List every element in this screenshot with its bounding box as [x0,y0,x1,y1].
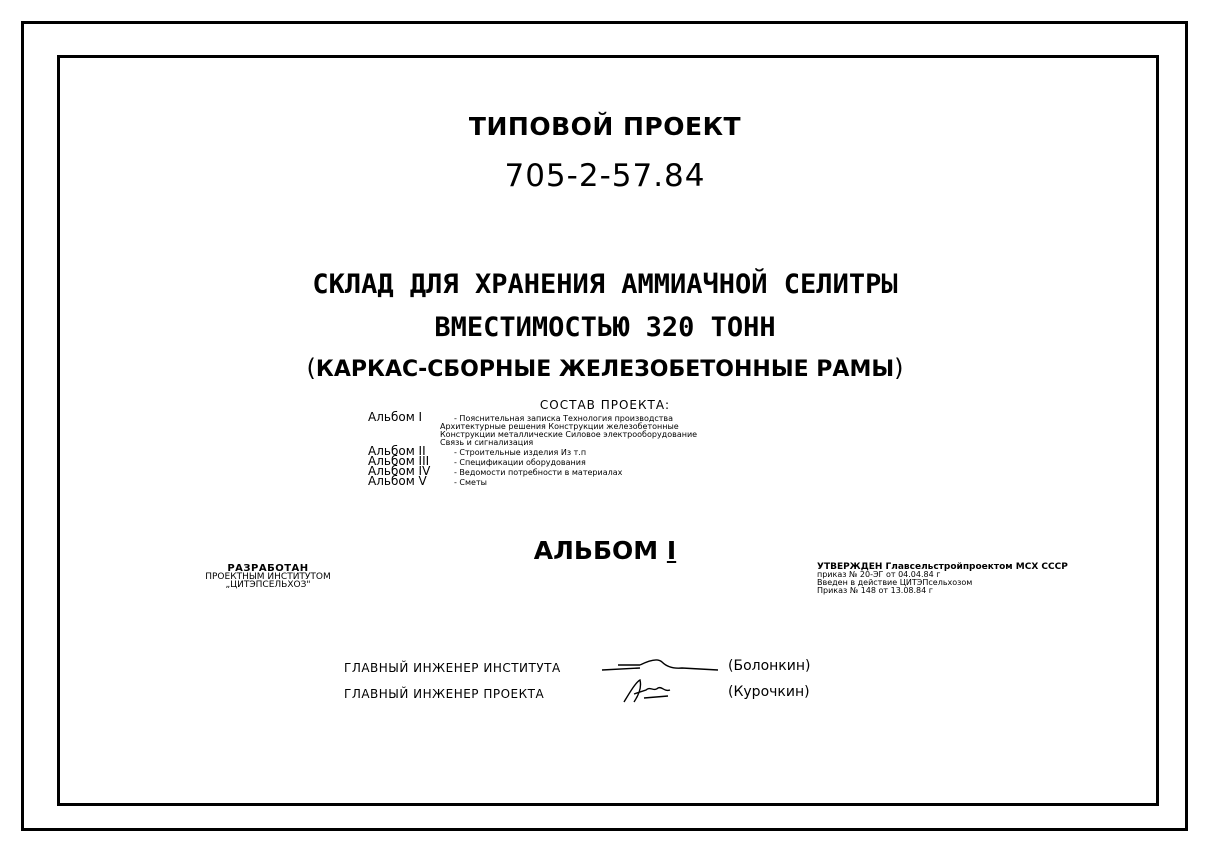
approval-line2: приказ № 20-ЭГ от 04.04.84 г [817,570,941,579]
album-content-continued: Конструкции металлические Силовое электрооборудование [440,430,698,439]
album-content: - Пояснительная записка Технология производства [454,414,674,423]
object-title-line2: ВМЕСТИМОСТЬЮ 320 ТОНН [434,312,776,343]
album-label: Альбом V [368,474,427,488]
composition-title: СОСТАВ ПРОЕКТА: [539,398,671,412]
approval-line4: Приказ № 148 от 13.08.84 г [817,586,933,595]
signature-graphic-1 [600,656,720,678]
album-content: - Ведомости потребности в материалах [454,468,623,477]
album-content: - Сметы [454,478,487,487]
approval-line3: Введен в действие ЦИТЭПсельхозом [817,578,973,587]
developer-block [198,565,338,589]
object-subtitle: (КАРКАС-СБОРНЫЕ ЖЕЛЕЗОБЕТОННЫЕ РАМЫ) [306,354,904,382]
album-label: Альбом I [368,410,423,424]
developer-line2: „ЦИТЭПСЕЛЬХОЗ" [225,580,311,590]
object-title-line1: СКЛАД ДЛЯ ХРАНЕНИЯ АММИАЧНОЙ СЕЛИТРЫ [312,269,898,300]
album-content: - Спецификации оборудования [454,458,586,467]
album-row [368,474,697,488]
signature-graphic-2 [620,676,680,706]
album-heading-label: АЛЬБОМ [533,536,659,565]
album-content-continued: Архитектурные решения Конструкции железобетонные [440,422,679,431]
object-subtitle-text: КАРКАС-СБОРНЫЕ ЖЕЛЕЗОБЕТОННЫЕ РАМЫ [315,357,895,382]
signature-role-chief-engineer-project: ГЛАВНЫЙ ИНЖЕНЕР ПРОЕКТА [344,687,545,701]
album-label: Альбом III [368,454,430,468]
album-label: Альбом IV [368,464,431,478]
album-label: Альбом II [368,444,426,458]
signature-role-chief-engineer-institute: ГЛАВНЫЙ ИНЖЕНЕР ИНСТИТУТА [344,661,561,675]
doc-type-label: ТИПОВОЙ ПРОЕКТ [468,112,742,141]
approval-line1: УТВЕРЖДЕН Главсельстройпроектом МСХ СССР [817,562,1068,572]
album-content-continued: Связь и сигнализация [440,438,534,447]
album-content: - Строительные изделия Из т.п [454,448,587,457]
album-heading-number: I [666,536,677,565]
signature-name-1: (Болонкин) [728,658,811,674]
project-number: 705-2-57.84 [504,158,706,194]
album-heading [0,536,1210,565]
signature-name-2: (Курочкин) [728,684,810,700]
album-list [368,410,698,488]
developer-line1: ПРОЕКТНЫМ ИНСТИТУТОМ [205,572,331,582]
approval-block [817,563,1068,595]
developer-title: РАЗРАБОТАН [227,563,309,574]
